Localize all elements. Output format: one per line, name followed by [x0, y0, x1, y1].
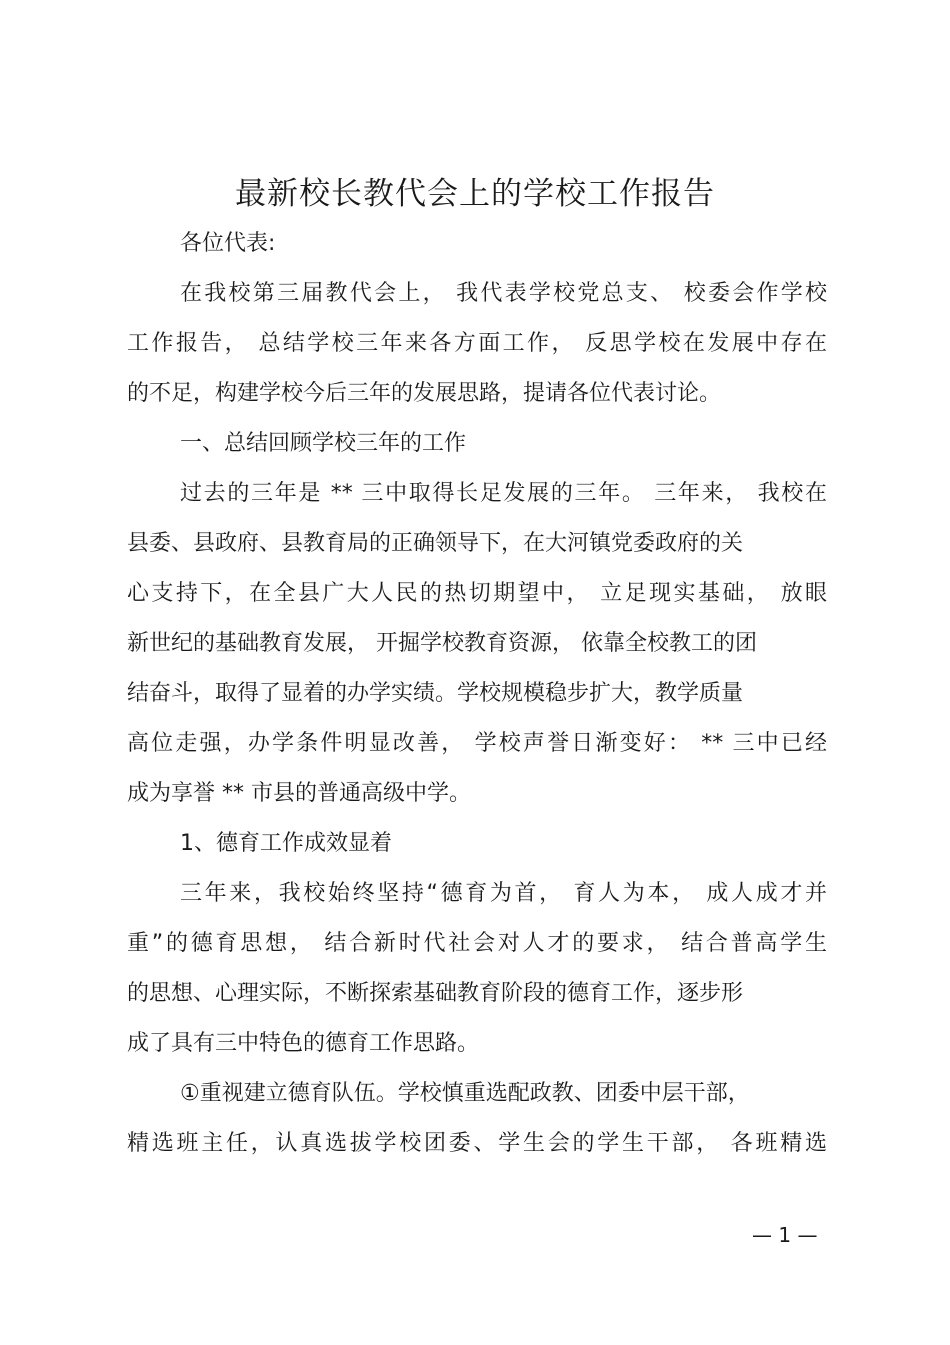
- paragraph-line: 成了具有三中特色的德育工作思路。: [127, 1031, 480, 1056]
- paragraph-line: 三年来，我校始终坚持“德育为首， 育人为本， 成人成才并: [180, 881, 827, 906]
- document-title: 最新校长教代会上的学校工作报告: [235, 176, 715, 212]
- paragraph-line: 重”的德育思想， 结合新时代社会对人才的要求， 结合普高学生: [127, 931, 827, 956]
- page-number: — 1 —: [752, 1223, 818, 1247]
- paragraph-line: 结奋斗，取得了显着的办学实绩。学校规模稳步扩大，教学质量: [127, 681, 744, 706]
- subsection-heading: 1、德育工作成效显着: [180, 831, 392, 856]
- section-heading: 一、总结回顾学校三年的工作: [180, 431, 467, 456]
- paragraph-line: 新世纪的基础教育发展， 开掘学校教育资源， 依靠全校教工的团: [127, 631, 757, 656]
- salutation: 各位代表:: [180, 231, 276, 256]
- paragraph-line: ①重视建立德育队伍。学校慎重选配政教、团委中层干部，: [180, 1081, 750, 1106]
- paragraph-line: 工作报告， 总结学校三年来各方面工作， 反思学校在发展中存在: [127, 331, 827, 356]
- paragraph-line: 在我校第三届教代会上， 我代表学校党总支、 校委会作学校: [180, 281, 827, 306]
- paragraph-line: 成为享誉 ** 市县的普通高级中学。: [127, 781, 471, 806]
- paragraph-line: 高位走强，办学条件明显改善， 学校声誉日渐变好： ** 三中已经: [127, 731, 827, 756]
- paragraph-line: 的不足，构建学校今后三年的发展思路，提请各位代表讨论。: [127, 381, 722, 406]
- paragraph-line: 的思想、心理实际，不断探索基础教育阶段的德育工作，逐步形: [127, 981, 744, 1006]
- paragraph-line: 精选班主任，认真选拔学校团委、学生会的学生干部， 各班精选: [127, 1131, 827, 1156]
- paragraph-line: 心支持下，在全县广大人民的热切期望中， 立足现实基础， 放眼: [127, 581, 827, 606]
- paragraph-line: 过去的三年是 ** 三中取得长足发展的三年。 三年来， 我校在: [180, 481, 827, 506]
- paragraph-line: 县委、县政府、县教育局的正确领导下，在大河镇党委政府的关: [127, 531, 744, 556]
